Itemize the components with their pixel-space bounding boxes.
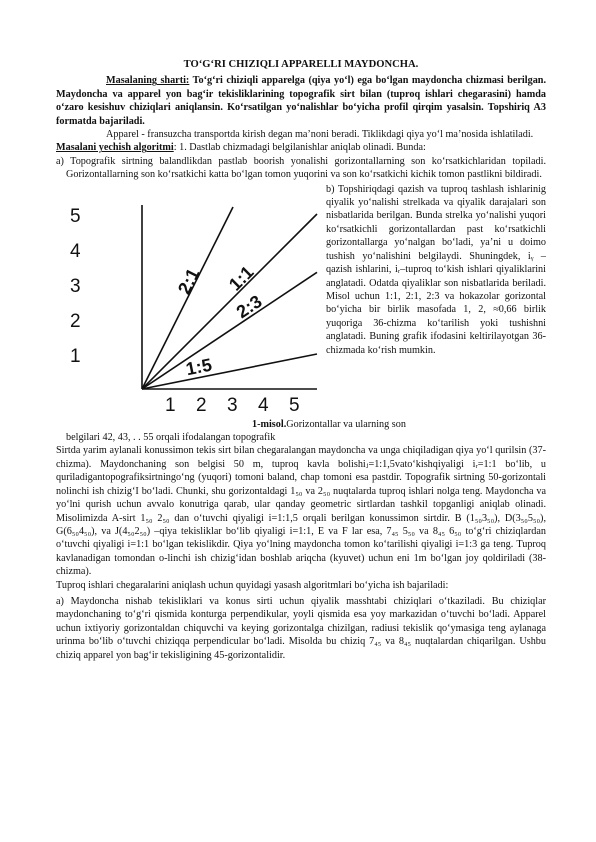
x-tick-3: 3 (227, 394, 238, 415)
algorithm-heading (56, 141, 546, 154)
page-title: TO‘G‘RI CHIZIQLI APPARELLI MAYDONCHA. (183, 59, 419, 70)
apparel-note: Apparel - fransuzcha transportda kirish degan ma’noni beradi. Tiklikdagi qiya yo‘l ma’nosida ishlatiladi. (106, 129, 534, 141)
y-tick-4: 4 (70, 240, 81, 262)
item-b: b) Topshiriqdagi qazish va tuproq tashlash ishlarinig qiyalik yo‘nalishi strelkada va qiyalik darajalari son nisbatlarida berilgan. Bunda strelka yo‘nalishi yuqori ko‘rsatkichli gorizontallardan past ko‘rsatkichli gorizontallarga yo‘nalgan bo‘ladi, ya’ni u doimo tushish yo‘nalishini belgilaydi. Shuningdek, iᵧ – qazish ishlarini, iᵣ–tuproq to‘kish ishlari qiyaliklarini anglatadi. Odatda qiyaliklar son nisbatlarida beriladi. Misol uchun 1:1, 2:1, 2:3 va hokazolar gorizontal bo‘yicha bir birlik masofada 1, 2, ≈0,66 birlik yuqoriga 36-chizma ko‘tarilish yoki tushishni anglatadi. Buning grafik ifodasini keltirilayotgan 36- chizmada ko‘rish mumkin. (326, 183, 546, 356)
y-tick-2: 2 (70, 310, 81, 332)
example-label: 1-misol. (252, 418, 287, 430)
slope-line-1-1 (142, 214, 317, 389)
y-tick-5: 5 (70, 205, 81, 227)
slope-label-1-5: 1:5 (184, 354, 214, 379)
x-tick-2: 2 (196, 394, 207, 415)
problem-label: Masalaning sharti: (106, 75, 190, 87)
algorithm-label: Masalani yechish algoritmi (56, 142, 174, 154)
slope-labels (174, 262, 266, 379)
item-a: a) Topografik sirtning balandlikdan pastlab boorish yonalishi gorizontallarning son ko‘rsatkichlaridan topiladi. Gorizontallarning son ko‘rsatkichi katta bo‘lgan tomon yuqorini va son ko‘rsatkichi kichik tomon pastlikni bildiradi. (56, 155, 546, 181)
item-a2: a) Maydoncha nishab tekisliklari va konus sirti uchun qiyalik masshtabi chiziqlari o‘tkaziladi. Bu chiziqlar maydonchaning to‘g‘ri qismida konturga perpendikular, yoyli qismida esa yoy markazidan o‘tuvchi bo‘ladi. Apparel uchun ixtiyoriy gorizontaldan chiquvchi va keying gorizontalga chizilgan, radiusi tekislik qo‘ymasiga teng aylanaga urinma bo‘lib o‘tuvchi chiziqqa perpendicular bo‘ladi. Misolda bu chiziq 7₄₅ va 8₄₅ nuqtalardan chiqarilgan. Ushbu chiziq apparel yon bag‘ir tekisligining 45-gorizontalidir. (56, 595, 546, 661)
problem-text: To‘g‘ri chiziqli apparelga (qiya yo‘l) ega bo‘lgan maydoncha chizmasi berilgan. Maydoncha va apparel yon bag‘ir tekisliklarining topografik sirt bilan (tuproq ishlari chegarasini) hamda o‘zaro kesishuv chiziqlari aniqlansin. Ko‘rsatilgan yo‘nalishlar bo‘yicha profil qirqim yasalsin. Topshiriq A3 formatda bajariladi. (56, 75, 546, 127)
x-tick-4: 4 (258, 394, 269, 415)
y-tick-3: 3 (70, 275, 81, 297)
x-tick-5: 5 (289, 394, 300, 415)
algorithm-text: : 1. Dastlab chizmadagi belgilanishlar aniqlab olinadi. Bunda: (173, 142, 426, 154)
slope-label-1-1: 1:1 (224, 261, 258, 295)
slope-ratio-figure (60, 183, 330, 415)
problem-statement (56, 74, 546, 128)
main-paragraph: Sirtda yarim aylanali konussimon tekis sirt bilan chegaralangan maydoncha va unga chiqiladigan qiya yo‘l qurilsin (37-chizma). Maydonchaning son belgisi 50 m, tuproq kavla bolishiⱼ=1:1,5vato‘kishqiyaligi iᵣ=1:1 bo‘lib, u quriladigantopografiksirtningo‘ng (yuqori) tomoni baland, chap tomoni esa pastdir. Topografik sirtning 50-gorizontali nolinchi ish chizig‘I bo‘ladi. Chunki, shu gorizontaldagi 1₅₀ va 2₅₀ nuqtalarda tuproq ishlari nolga teng. Maydoncha va yo‘lni qurish uchun avvalo konutriga qarab, ular qanday geometric sirtlardan tashkil topganligi aniqlab olinadi. Misolimizda A-sirt 1₅₀ 2₅₀ dan o‘tuvchi qiyaligi i=1:1,5 orqali berilgan konussimon sirtdir. B (1₅₀3₅₀), D(3₅₀5₅₀), G(6₅₀4₅₀), va J(4₅₀2₅₀) –qiya tekisliklar bo‘lib qiyaligi i=1:1, E va F lar esa, 7₄₅ 5₅₀ va 8₄₅ 6₅₀ to‘g‘ri chiziqlardan o‘tuvchi qiyaligi i=1:1 bo‘lgan tekislikdir. Qiya yo‘lning maydoncha tomon ko‘tarilishi qiyaligi i=1:3 ga teng. Tuproq kavlanadigan tomondan o-linchi ish chizig‘idan boshlab ariqcha (kyuvet) uchun eni 1m bo‘lgan joy qoldiriladi (38-chizma). (56, 445, 546, 578)
slope-lines (142, 207, 317, 389)
example-continuation: belgilari 42, 43, . . 55 orqali ifodalangan topografik (66, 432, 276, 444)
example-heading (56, 418, 546, 431)
slope-label-2-3: 2:3 (232, 290, 266, 322)
y-axis-labels (70, 206, 81, 367)
x-tick-1: 1 (165, 394, 176, 415)
x-axis-labels (165, 395, 300, 415)
slope-label-2-1: 2:1 (173, 264, 204, 297)
example-text: Gorizontallar va ularning son (286, 418, 406, 430)
figure-section (56, 183, 546, 415)
algorithm-paragraph: Tuproq ishlari chegaralarini aniqlash uchun quyidagi yasash algoritmlari bo‘yicha ish bajariladi: (56, 579, 449, 591)
y-tick-1: 1 (70, 345, 81, 367)
